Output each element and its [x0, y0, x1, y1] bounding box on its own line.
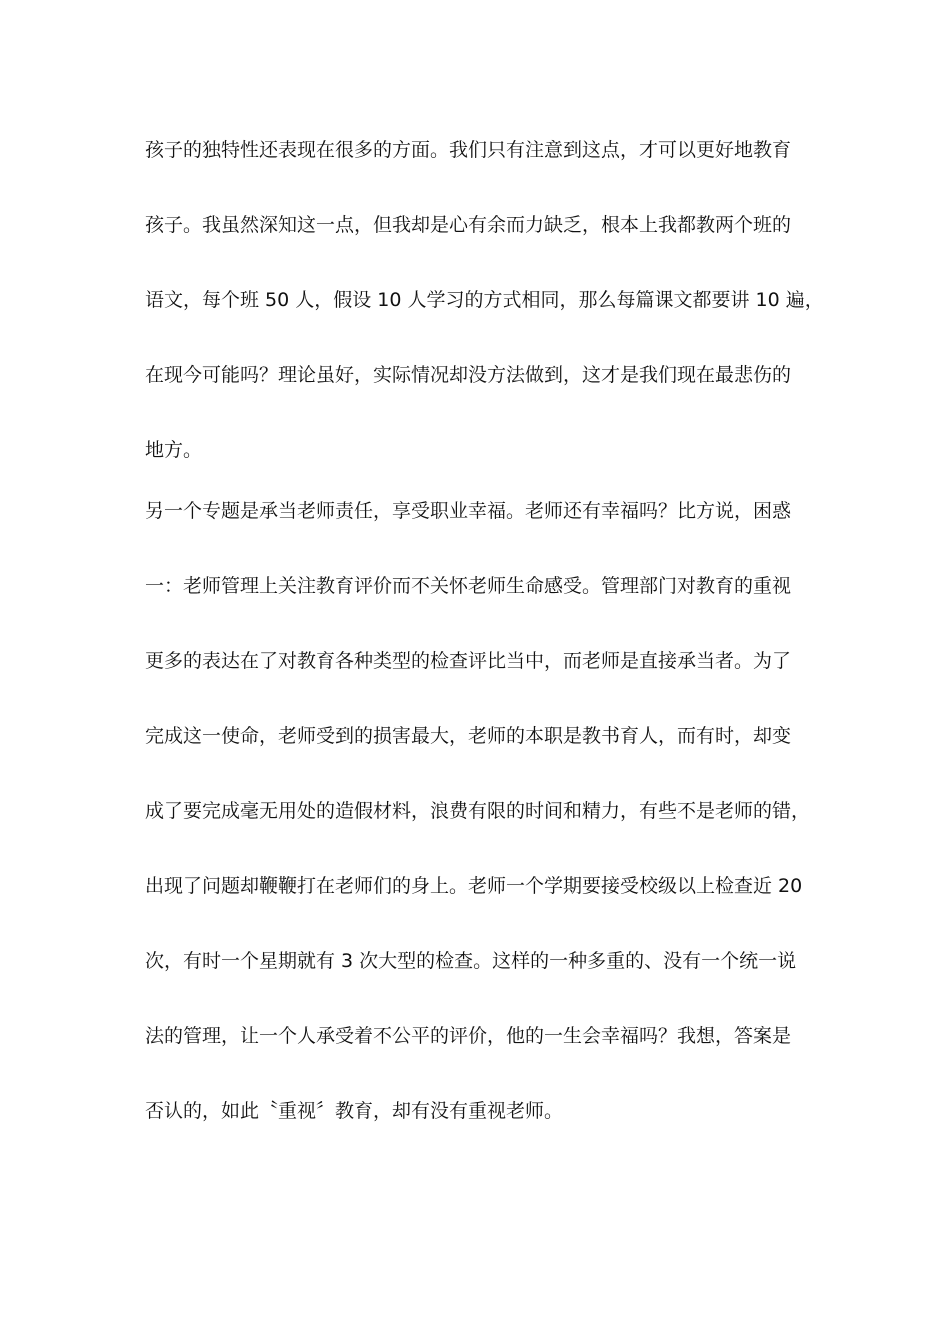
text-line: 更多的表达在了对教育各种类型的检查评比当中，而老师是直接承当者。为了	[145, 650, 792, 672]
text-line: 另一个专题是承当老师责任，享受职业幸福。老师还有幸福吗？比方说，困惑	[145, 500, 792, 522]
text-line: 孩子。我虽然深知这一点，但我却是心有余而力缺乏，根本上我都教两个班的	[145, 214, 792, 236]
text-line: 地方。	[145, 439, 203, 461]
text-line: 完成这一使命，老师受到的损害最大，老师的本职是教书育人，而有时，却变	[145, 725, 792, 747]
text-line: 出现了问题却鞭鞭打在老师们的身上。老师一个学期要接受校级以上检查近 20	[145, 875, 803, 897]
text-line: 语文，每个班 50 人，假设 10 人学习的方式相同，那么每篇课文都要讲 10 遍，	[145, 289, 824, 311]
text-line: 孩子的独特性还表现在很多的方面。我们只有注意到这点，才可以更好地教育	[145, 139, 792, 161]
text-line: 次，有时一个星期就有 3 次大型的检查。这样的一种多重的、没有一个统一说	[145, 950, 797, 972]
text-line: 一：老师管理上关注教育评价而不关怀老师生命感受。管理部门对教育的重视	[145, 575, 792, 597]
text-line: 否认的，如此〝重视〞教育，却有没有重视老师。	[145, 1100, 564, 1122]
text-line: 法的管理，让一个人承受着不公平的评价，他的一生会幸福吗？我想，答案是	[145, 1025, 792, 1047]
text-line: 在现今可能吗？理论虽好，实际情况却没方法做到，这才是我们现在最悲伤的	[145, 364, 792, 386]
text-line: 成了要完成毫无用处的造假材料，浪费有限的时间和精力，有些不是老师的错，	[145, 800, 811, 822]
